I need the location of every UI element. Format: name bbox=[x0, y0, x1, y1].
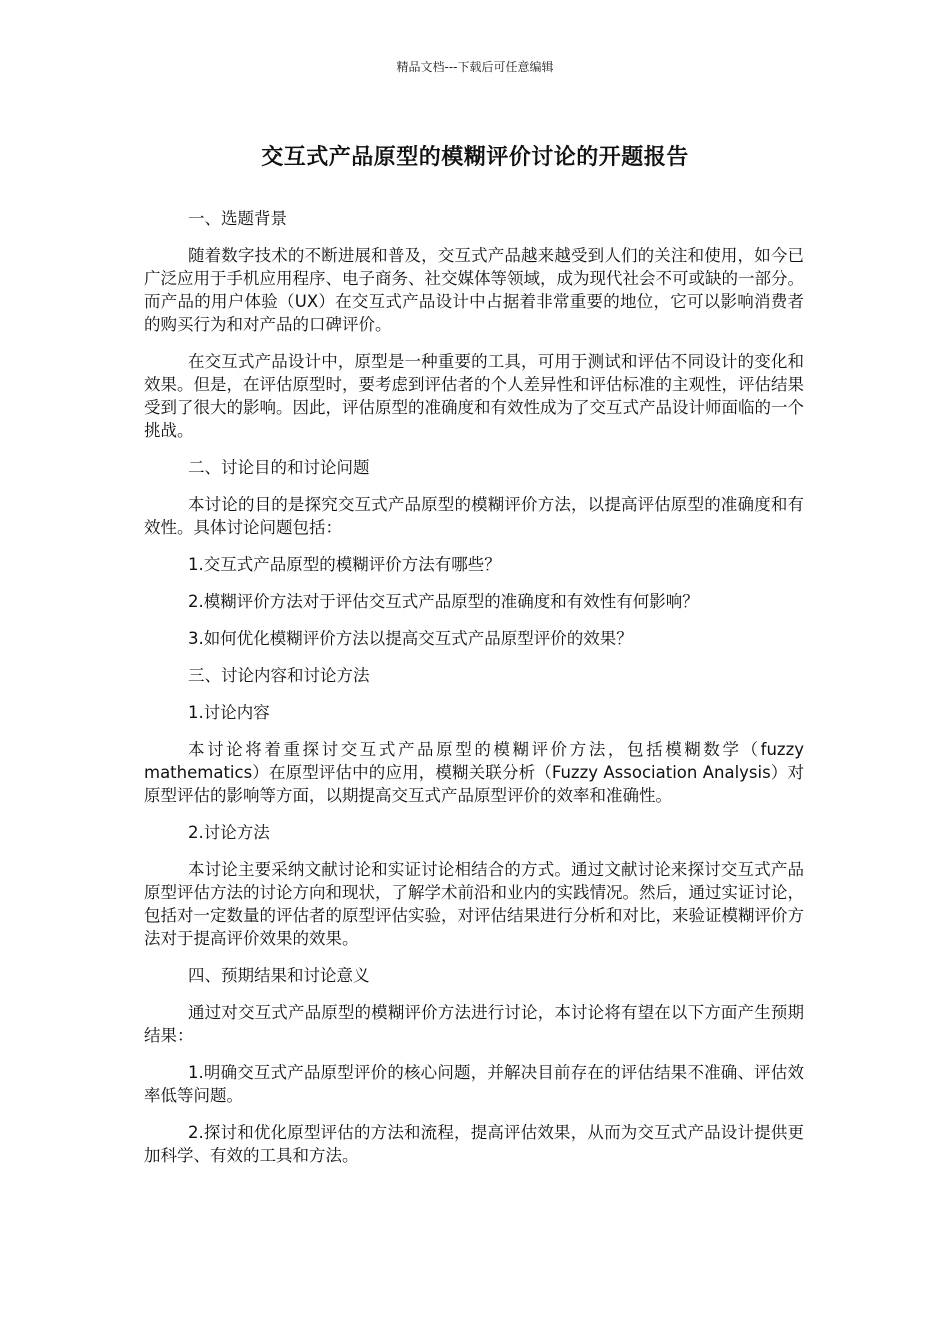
question-item-3: 3.如何优化模糊评价方法以提高交互式产品原型评价的效果？ bbox=[188, 629, 633, 648]
paragraph-content: 本讨论将着重探讨交互式产品原型的模糊评价方法，包括模糊数学（fuzzy mathematics）在原型评估中的应用，模糊关联分析（Fuzzy Association Analysis）对原型评估的影响等方面，以期提高交互式产品原型评价的效率和准确性。 bbox=[144, 740, 804, 805]
question-item-2: 2.模糊评价方法对于评估交互式产品原型的准确度和有效性有何影响？ bbox=[188, 592, 699, 611]
paragraph-purpose: 本讨论的目的是探究交互式产品原型的模糊评价方法，以提高评估原型的准确度和有效性。具体讨论问题包括： bbox=[144, 495, 804, 537]
result-item-2: 2.探讨和优化原型评估的方法和流程，提高评估效果，从而为交互式产品设计提供更加科学、有效的工具和方法。 bbox=[144, 1123, 804, 1165]
section-heading-content-method: 三、讨论内容和讨论方法 bbox=[188, 666, 370, 685]
document-title: 交互式产品原型的模糊评价讨论的开题报告 bbox=[261, 145, 689, 170]
paragraph-method: 本讨论主要采纳文献讨论和实证讨论相结合的方式。通过文献讨论来探讨交互式产品原型评估方法的讨论方向和现状，了解学术前沿和业内的实践情况。然后，通过实证讨论，包括对一定数量的评估者的原型评估实验，对评估结果进行分析和对比，来验证模糊评价方法对于提高评价效果的效果。 bbox=[144, 860, 804, 948]
subheading-method: 2.讨论方法 bbox=[188, 823, 270, 842]
document-body bbox=[144, 207, 804, 1181]
section-heading-results: 四、预期结果和讨论意义 bbox=[188, 966, 370, 985]
header-note: 精品文档---下载后可任意编辑 bbox=[396, 60, 554, 74]
paragraph-background-2: 在交互式产品设计中，原型是一种重要的工具，可用于测试和评估不同设计的变化和效果。但是，在评估原型时，要考虑到评估者的个人差异性和评估标准的主观性，评估结果受到了很大的影响。因此，评估原型的准确度和有效性成为了交互式产品设计师面临的一个挑战。 bbox=[144, 352, 804, 440]
section-heading-background: 一、选题背景 bbox=[188, 209, 287, 228]
paragraph-results-intro: 通过对交互式产品原型的模糊评价方法进行讨论，本讨论将有望在以下方面产生预期结果： bbox=[144, 1003, 804, 1045]
paragraph-background-1: 随着数字技术的不断进展和普及，交互式产品越来越受到人们的关注和使用，如今已广泛应用于手机应用程序、电子商务、社交媒体等领域，成为现代社会不可或缺的一部分。而产品的用户体验（UX）在交互式产品设计中占据着非常重要的地位，它可以影响消费者的购买行为和对产品的口碑评价。 bbox=[144, 246, 804, 334]
result-item-1: 1.明确交互式产品原型评价的核心问题，并解决目前存在的评估结果不准确、评估效率低等问题。 bbox=[144, 1063, 804, 1105]
subheading-content: 1.讨论内容 bbox=[188, 703, 270, 722]
section-heading-purpose: 二、讨论目的和讨论问题 bbox=[188, 458, 370, 477]
question-item-1: 1.交互式产品原型的模糊评价方法有哪些？ bbox=[188, 555, 501, 574]
